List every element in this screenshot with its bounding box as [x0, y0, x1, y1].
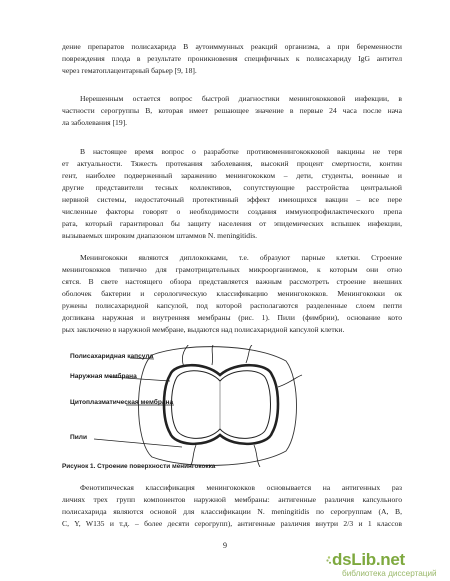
- text-line: повреждения плода в результате проникновения специфичных к полисахариду IgG антител: [62, 54, 402, 63]
- text-line: через гематоплацентарный барьер [9, 18].: [62, 66, 197, 75]
- cytoplasmic-membrane: [172, 371, 271, 439]
- text-line: сятся. В свете настоящего обзора представляется важным рассмотреть строение внешних: [62, 277, 402, 286]
- page-number: 9: [223, 541, 227, 550]
- text-line: ла заболевания [19].: [62, 118, 128, 127]
- text-line: С, Y, W135 и т.д. – более десяти серогрупп), антигенные различия внутри 2/3 и 1 классов: [62, 519, 402, 528]
- text-line: В настоящее время вопрос о разработке противоменингококковой вакцины не теря: [80, 147, 402, 156]
- text-line: личиях трех групп компонентов наружной мембраны: антигенные различия капсульного: [62, 495, 402, 504]
- text-line: дение препаратов полисахарида В аутоиммунных реакций организма, а при беременности: [62, 42, 402, 51]
- label-pili: Пили: [70, 434, 88, 441]
- text-line: Менингококки являются диплококками, т.е. образуют парные клетки. Строение: [80, 253, 402, 262]
- text-line: гент, наиболее подверженный заражению менингококком – дети, студенты, военные и: [62, 171, 402, 180]
- text-line: ет актуальности. Тяжесть протекания заболевания, высокий процент смертности, контин: [62, 159, 402, 168]
- pili: [182, 345, 302, 467]
- text-line: рых заключено в наружной мембране, выдаются над полисахаридной капсулой клетки.: [62, 325, 345, 334]
- watermark: [332, 550, 444, 578]
- text-line: рата, который гарантировал бы защиту населения от эпидемических вспышек инфекции,: [62, 219, 402, 228]
- text-line: оболочек бактерии и серологическую классификацию менингококков. Менингококки ок: [62, 289, 402, 298]
- label-polysaccharide-capsule: Полисахаридная капсула: [70, 353, 154, 360]
- text-line: Нерешенным остается вопрос быстрой диагностики менингококковой инфекции, в: [80, 94, 402, 103]
- text-line: вызываемых широким диапазоном штаммов N. meningitidis.: [62, 231, 258, 240]
- figure-caption: Рисунок 1. Строение поверхности менингококка: [62, 463, 216, 470]
- text-line: нервной системы, недостаточный протективный эффект имеющихся вакцин – все пере: [62, 195, 402, 204]
- outer-membrane: [164, 365, 278, 444]
- text-line: менингококков типично для грамотрицательных микроорганизмов, к которым они отно: [62, 265, 402, 274]
- text-line: другие представители тесных коллективов, сопутствующие расстройства центральной: [62, 183, 402, 192]
- watermark-logo: dsLib.net: [332, 550, 405, 569]
- label-outer-membrane: Наружная мембрана: [70, 373, 137, 380]
- text-line: Фенотипическая классификация менингококков основывается на антигенных раз: [80, 483, 402, 492]
- label-cytoplasmic-membrane: Цитоплазматическая мембрана: [70, 399, 174, 406]
- watermark-subtitle: библиотека диссертаций: [342, 569, 437, 578]
- text-line: полисахарида являются основой для классификации N. meningitidis по серогруппам (А, В,: [62, 507, 402, 516]
- text-line: частности серогруппы В, которая имеет решающее значение в первые 24 часа после нача: [62, 106, 402, 115]
- text-line: ружены полисахаридной капсулой, под которой располагаются разделенные слоем пепти: [62, 301, 402, 310]
- text-line: догликана наружная и внутренняя мембраны (рис. 1). Пили (фимбрии), основание кото: [62, 313, 402, 322]
- text-line: численные факторы говорят о необходимости создания иммунопрофилактического препа: [62, 207, 402, 216]
